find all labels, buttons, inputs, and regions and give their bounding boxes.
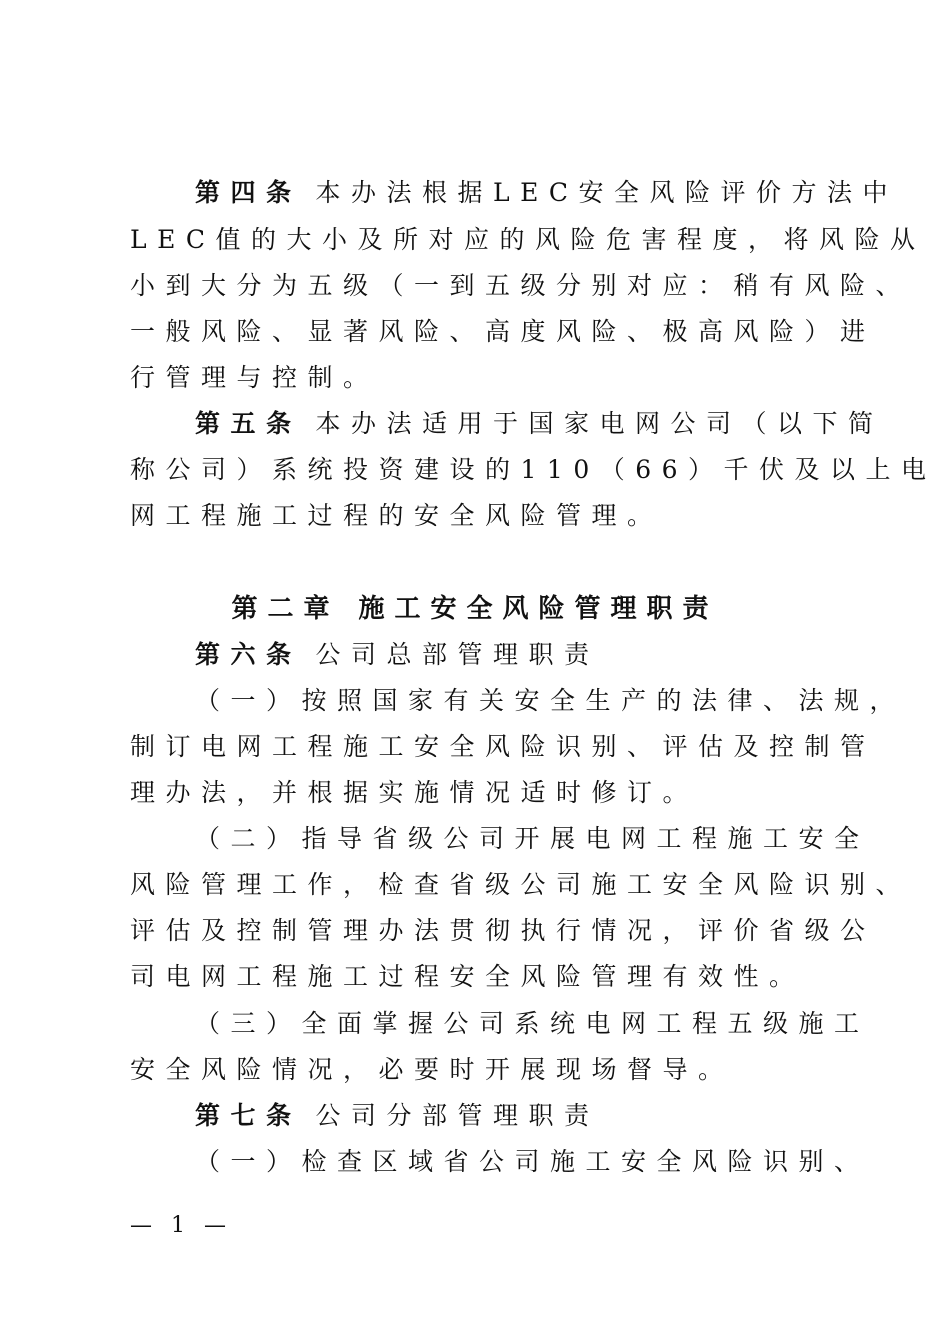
article-5-line-2: 称公司）系统投资建设的110（66）千伏及以上电	[130, 455, 937, 484]
article-5-line-3: 网工程施工过程的安全风险管理。	[130, 501, 663, 530]
article-4-line-3: 小到大分为五级（一到五级分别对应：稍有风险、	[130, 271, 912, 300]
article-6-item-2-line-4: 司电网工程施工过程安全风险管理有效性。	[130, 962, 805, 991]
article-6-heading: 第六条	[195, 640, 302, 669]
article-6-item-2-line-3: 评估及控制管理办法贯彻执行情况，评价省级公	[130, 916, 876, 945]
article-7-line-1	[195, 1099, 600, 1133]
article-7-item-1-line-1: （一）检查区域省公司施工安全风险识别、	[195, 1147, 870, 1176]
article-5-heading: 第五条	[195, 409, 302, 438]
article-4-line-1	[195, 176, 898, 210]
article-6-item-1-line-2: 制订电网工程施工安全风险识别、评估及控制管	[130, 732, 876, 761]
article-6-item-2-line-2: 风险管理工作，检查省级公司施工安全风险识别、	[130, 870, 912, 899]
article-7-text: 公司分部管理职责	[315, 1101, 600, 1130]
article-7-heading: 第七条	[195, 1101, 302, 1130]
page-number: — 1 —	[130, 1213, 232, 1238]
article-6-text: 公司总部管理职责	[315, 640, 600, 669]
article-5-line-1	[195, 407, 884, 441]
article-6-item-1-line-3: 理办法，并根据实施情况适时修订。	[130, 778, 699, 807]
article-6-item-2-line-1: （二）指导省级公司开展电网工程施工安全	[195, 824, 870, 853]
article-4-line-4: 一般风险、显著风险、高度风险、极高风险）进	[130, 317, 876, 346]
article-5-text: 本办法适用于国家电网公司（以下简	[315, 409, 884, 438]
article-4-line-5: 行管理与控制。	[130, 363, 379, 392]
article-6-item-1-line-1: （一）按照国家有关安全生产的法律、法规，	[195, 686, 906, 715]
article-4-heading: 第四条	[195, 178, 302, 207]
article-6-item-3-line-1: （三）全面掌握公司系统电网工程五级施工	[195, 1009, 870, 1038]
article-4-line-2: LEC值的大小及所对应的风险危害程度，将风险从	[130, 225, 926, 254]
chapter-2-title: 第二章 施工安全风险管理职责	[231, 594, 719, 624]
article-6-item-3-line-2: 安全风险情况，必要时开展现场督导。	[130, 1055, 734, 1084]
article-4-text: 本办法根据LEC安全风险评价方法中	[315, 178, 898, 207]
article-6-line-1	[195, 638, 600, 672]
